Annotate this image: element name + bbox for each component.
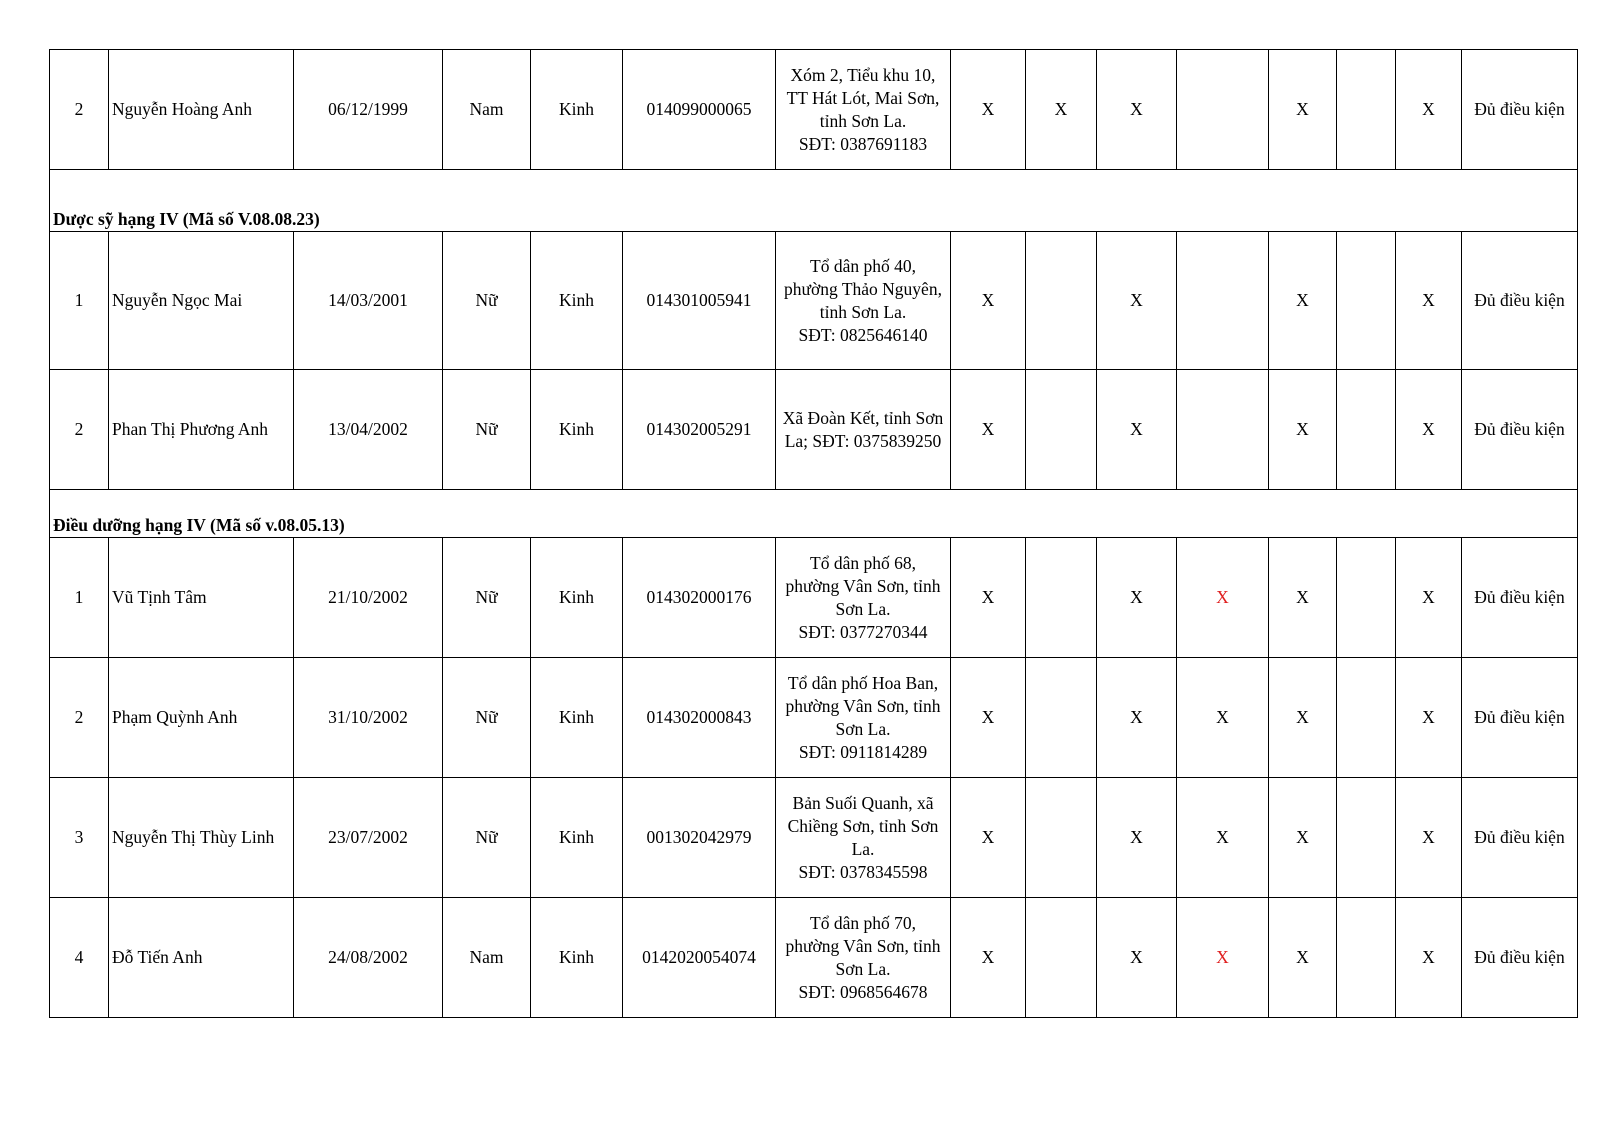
id-number-cell: 014301005941: [623, 232, 776, 370]
mark-cell: X: [951, 50, 1026, 170]
mark-cell: X: [1269, 370, 1337, 490]
mark-cell: X: [1396, 50, 1462, 170]
mark-cell: X: [1269, 778, 1337, 898]
gender-cell: Nữ: [443, 538, 531, 658]
stt-cell: 1: [50, 538, 109, 658]
table-row: [50, 658, 1578, 778]
mark-cell: [1026, 538, 1097, 658]
result-cell: Đủ điều kiện: [1462, 658, 1578, 778]
mark-cell: X: [1097, 370, 1177, 490]
dob-cell: 14/03/2001: [294, 232, 443, 370]
address-cell: [776, 658, 951, 778]
stt-cell: 1: [50, 232, 109, 370]
table-row: [50, 778, 1578, 898]
mark-cell: X: [1269, 898, 1337, 1018]
name-cell: Đỗ Tiến Anh: [109, 898, 294, 1018]
stt-cell: 2: [50, 658, 109, 778]
gender-cell: Nữ: [443, 370, 531, 490]
mark-cell: X: [1269, 232, 1337, 370]
address-line: Tổ dân phố 70,: [810, 912, 916, 933]
mark-cell: [1337, 898, 1396, 1018]
id-number-cell: 014302000176: [623, 538, 776, 658]
address-line: La.: [851, 838, 875, 859]
dob-cell: 31/10/2002: [294, 658, 443, 778]
address-line: TT Hát Lót, Mai Sơn,: [786, 87, 940, 108]
id-number-cell: 014302000843: [623, 658, 776, 778]
table-row: [50, 50, 1578, 170]
mark-cell: [1026, 658, 1097, 778]
mark-cell: [1337, 370, 1396, 490]
ethnicity-cell: Kinh: [531, 370, 623, 490]
mark-cell: X: [951, 898, 1026, 1018]
address-line: Sơn La.: [835, 958, 891, 979]
address-line: SĐT: 0911814289: [798, 741, 928, 762]
section-heading: Dược sỹ hạng IV (Mã số V.08.08.23): [50, 170, 1578, 232]
address-line: SĐT: 0968564678: [798, 981, 928, 1002]
mark-cell: X: [1097, 778, 1177, 898]
result-cell: Đủ điều kiện: [1462, 538, 1578, 658]
address-line: Tổ dân phố 40,: [810, 255, 916, 276]
mark-cell: [1337, 778, 1396, 898]
mark-cell: [1337, 232, 1396, 370]
mark-cell: [1337, 658, 1396, 778]
mark-cell: [1177, 370, 1269, 490]
dob-cell: 24/08/2002: [294, 898, 443, 1018]
dob-cell: 23/07/2002: [294, 778, 443, 898]
address-line: Xóm 2, Tiểu khu 10,: [790, 64, 936, 85]
gender-cell: Nữ: [443, 658, 531, 778]
gender-cell: Nam: [443, 50, 531, 170]
mark-cell: X: [1396, 370, 1462, 490]
mark-cell: X: [1269, 50, 1337, 170]
gender-cell: Nam: [443, 898, 531, 1018]
address-line: SĐT: 0377270344: [798, 621, 928, 642]
address-line: La; SĐT: 0375839250: [784, 430, 942, 451]
result-cell: Đủ điều kiện: [1462, 778, 1578, 898]
address-line: phường Vân Sơn, tỉnh: [785, 935, 941, 956]
mark-cell-red: X: [1177, 538, 1269, 658]
ethnicity-cell: Kinh: [531, 658, 623, 778]
address-line: Tổ dân phố Hoa Ban,: [787, 672, 939, 693]
mark-cell: [1026, 778, 1097, 898]
mark-cell: X: [1269, 538, 1337, 658]
mark-cell: X: [1026, 50, 1097, 170]
mark-cell: X: [1097, 658, 1177, 778]
dob-cell: 21/10/2002: [294, 538, 443, 658]
mark-cell: X: [1097, 898, 1177, 1018]
address-line: SĐT: 0378345598: [798, 861, 928, 882]
result-cell: Đủ điều kiện: [1462, 370, 1578, 490]
address-line: Sơn La.: [835, 718, 891, 739]
address-line: Tổ dân phố 68,: [810, 552, 916, 573]
address-line: phường Vân Sơn, tỉnh: [785, 575, 941, 596]
name-cell: Nguyễn Hoàng Anh: [109, 50, 294, 170]
address-line: phường Vân Sơn, tỉnh: [785, 695, 941, 716]
mark-cell-red: X: [1177, 898, 1269, 1018]
mark-cell: X: [951, 658, 1026, 778]
address-cell: [776, 898, 951, 1018]
stt-cell: 3: [50, 778, 109, 898]
dob-cell: 06/12/1999: [294, 50, 443, 170]
name-cell: Phan Thị Phương Anh: [109, 370, 294, 490]
mark-cell: X: [1396, 232, 1462, 370]
result-cell: Đủ điều kiện: [1462, 898, 1578, 1018]
mark-cell: X: [1097, 50, 1177, 170]
ethnicity-cell: Kinh: [531, 50, 623, 170]
mark-cell: X: [1269, 658, 1337, 778]
address-cell: [776, 778, 951, 898]
mark-cell: [1177, 50, 1269, 170]
mark-cell: X: [1396, 778, 1462, 898]
mark-cell: X: [1396, 658, 1462, 778]
stt-cell: 2: [50, 50, 109, 170]
id-number-cell: 001302042979: [623, 778, 776, 898]
address-line: tỉnh Sơn La.: [819, 301, 907, 322]
mark-cell: [1026, 898, 1097, 1018]
candidate-table: [49, 49, 1578, 1018]
mark-cell: [1026, 370, 1097, 490]
mark-cell: X: [1097, 538, 1177, 658]
stt-cell: 2: [50, 370, 109, 490]
mark-cell: X: [1396, 898, 1462, 1018]
mark-cell: X: [951, 370, 1026, 490]
name-cell: Phạm Quỳnh Anh: [109, 658, 294, 778]
ethnicity-cell: Kinh: [531, 898, 623, 1018]
address-cell: [776, 370, 951, 490]
mark-cell: X: [1097, 232, 1177, 370]
address-line: SĐT: 0825646140: [798, 324, 928, 345]
table-row: [50, 538, 1578, 658]
mark-cell: X: [951, 232, 1026, 370]
mark-cell: X: [951, 538, 1026, 658]
section-heading: Điều dưỡng hạng IV (Mã số v.08.05.13): [50, 490, 1578, 538]
name-cell: Nguyễn Ngọc Mai: [109, 232, 294, 370]
address-line: Bản Suối Quanh, xã: [792, 792, 934, 813]
id-number-cell: 0142020054074: [623, 898, 776, 1018]
mark-cell: [1177, 232, 1269, 370]
gender-cell: Nữ: [443, 778, 531, 898]
address-cell: [776, 538, 951, 658]
address-line: Chiềng Sơn, tỉnh Sơn: [787, 815, 939, 836]
section-heading-row: [50, 170, 1578, 232]
ethnicity-cell: Kinh: [531, 538, 623, 658]
section-heading-row: [50, 490, 1578, 538]
address-line: Sơn La.: [835, 598, 891, 619]
mark-cell: X: [1177, 658, 1269, 778]
name-cell: Nguyễn Thị Thùy Linh: [109, 778, 294, 898]
ethnicity-cell: Kinh: [531, 232, 623, 370]
result-cell: Đủ điều kiện: [1462, 50, 1578, 170]
mark-cell: X: [1396, 538, 1462, 658]
ethnicity-cell: Kinh: [531, 778, 623, 898]
address-line: SĐT: 0387691183: [798, 133, 928, 154]
name-cell: Vũ Tịnh Tâm: [109, 538, 294, 658]
mark-cell: X: [951, 778, 1026, 898]
address-cell: [776, 50, 951, 170]
gender-cell: Nữ: [443, 232, 531, 370]
stt-cell: 4: [50, 898, 109, 1018]
table-row: [50, 898, 1578, 1018]
result-cell: Đủ điều kiện: [1462, 232, 1578, 370]
table-row: [50, 232, 1578, 370]
address-line: Xã Đoàn Kết, tỉnh Sơn: [782, 407, 944, 428]
mark-cell: [1026, 232, 1097, 370]
address-cell: [776, 232, 951, 370]
mark-cell: X: [1177, 778, 1269, 898]
dob-cell: 13/04/2002: [294, 370, 443, 490]
mark-cell: [1337, 538, 1396, 658]
address-line: phường Thảo Nguyên,: [784, 278, 942, 299]
id-number-cell: 014302005291: [623, 370, 776, 490]
mark-cell: [1337, 50, 1396, 170]
id-number-cell: 014099000065: [623, 50, 776, 170]
table-row: [50, 370, 1578, 490]
address-line: tỉnh Sơn La.: [819, 110, 907, 131]
